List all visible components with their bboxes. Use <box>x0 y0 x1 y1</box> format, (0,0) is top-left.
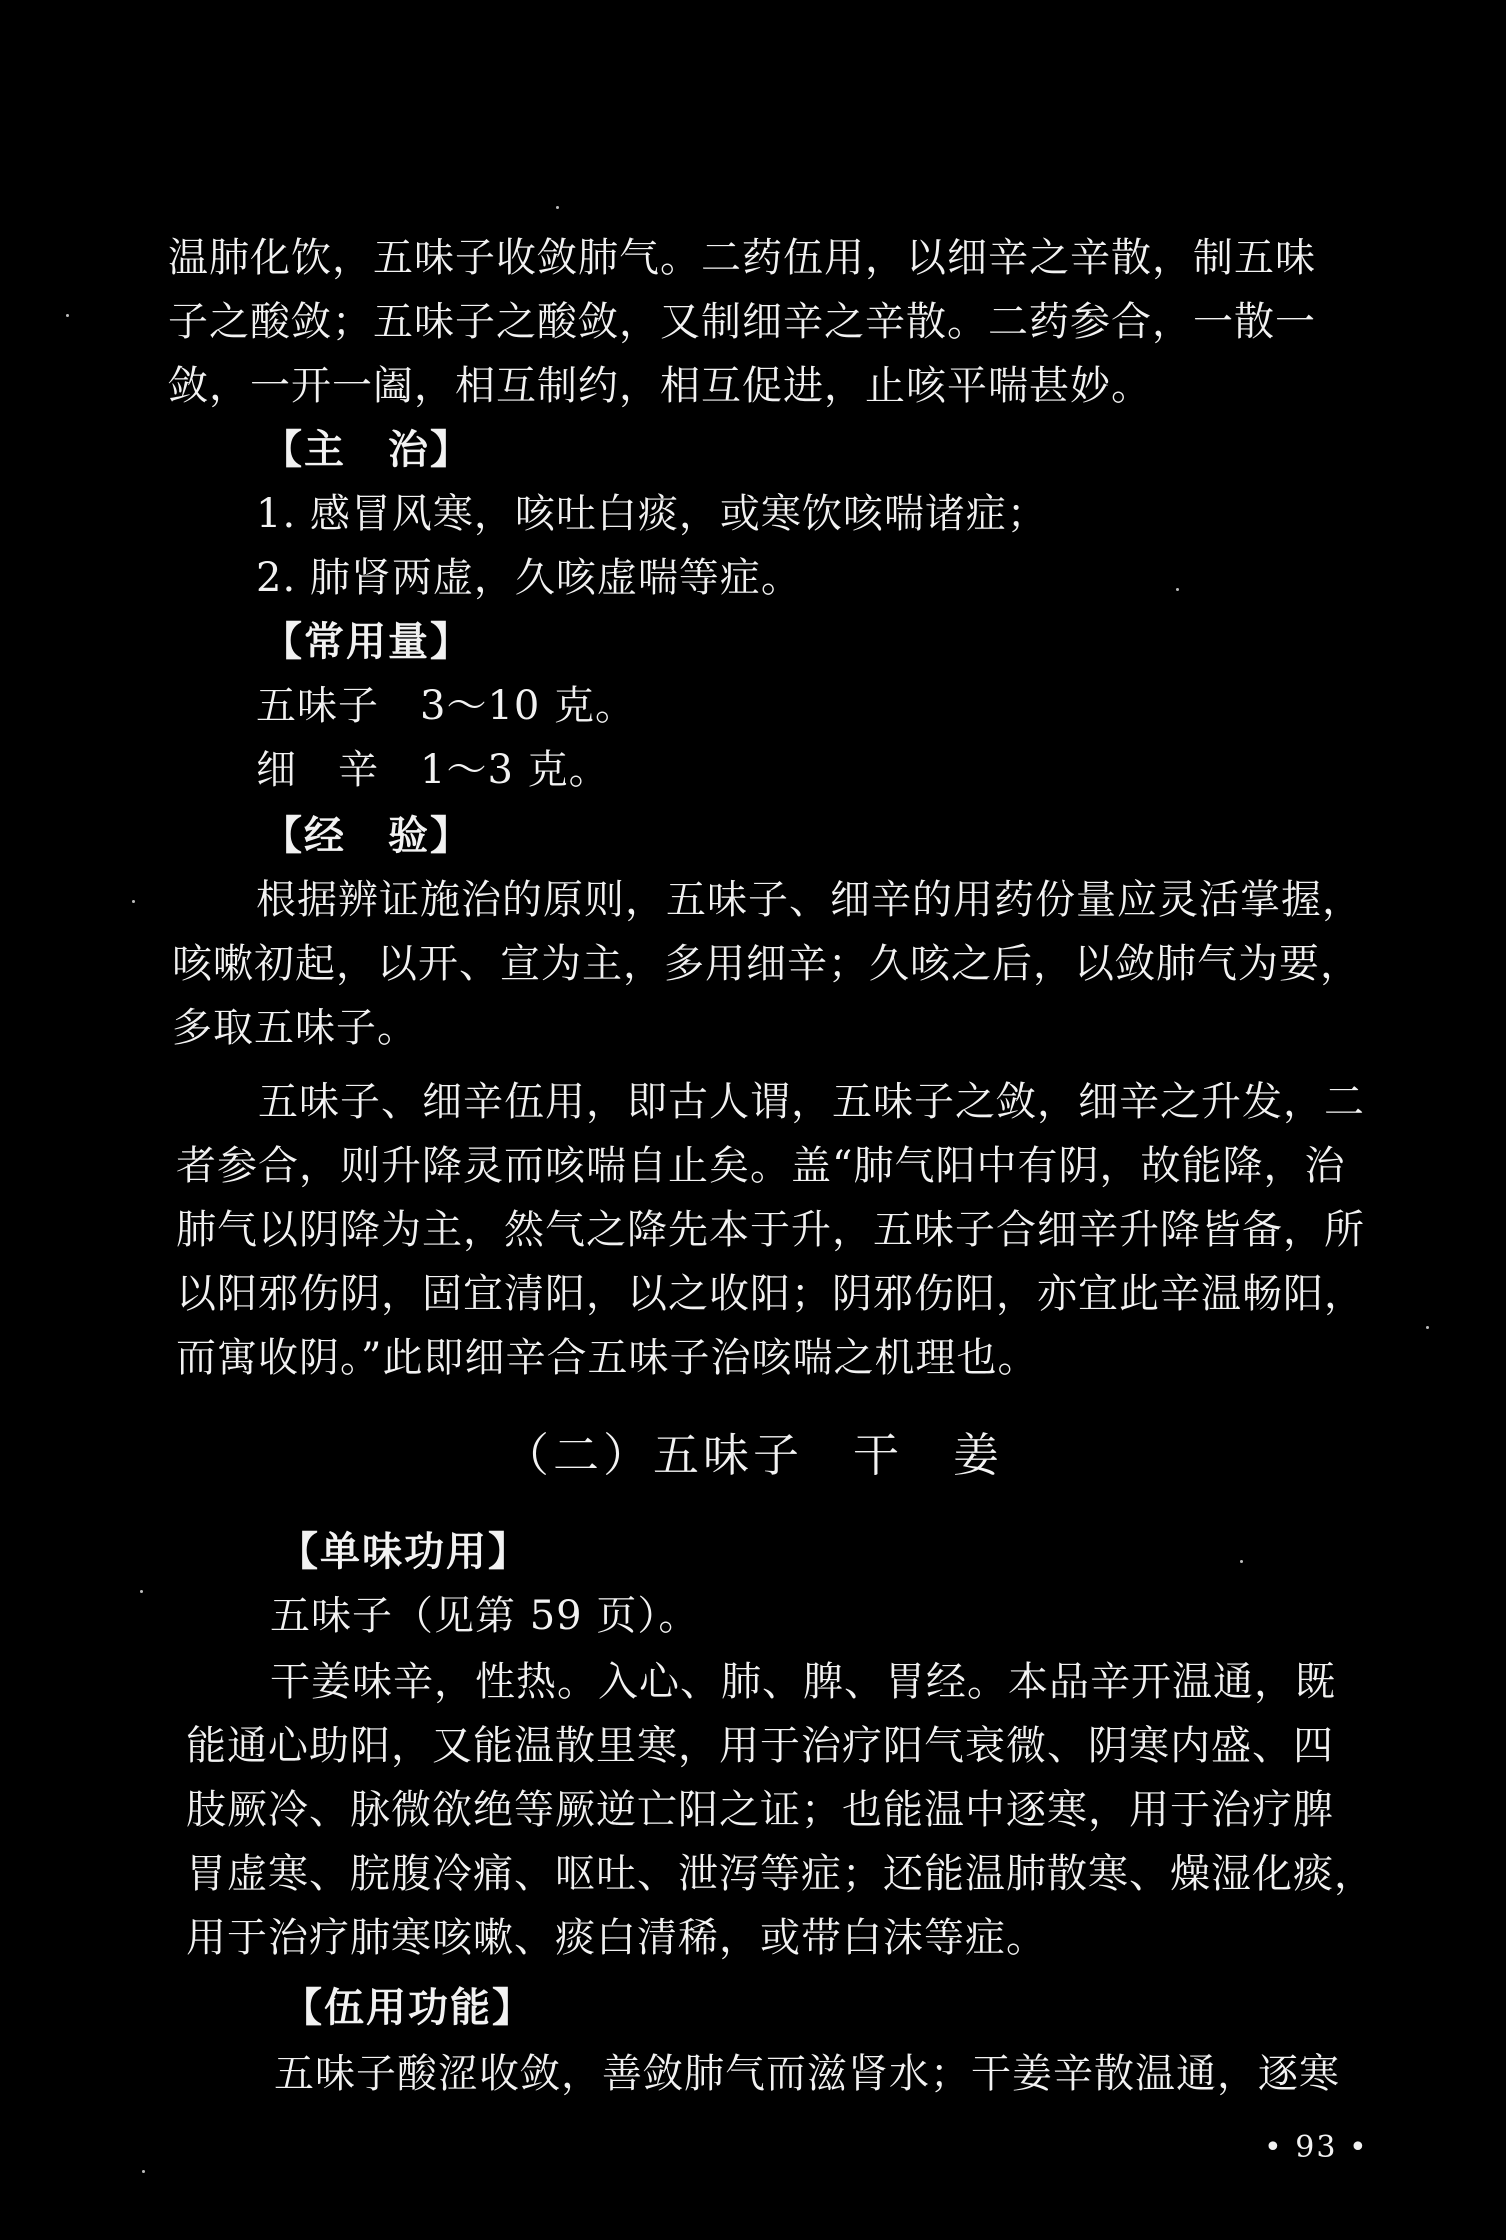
scan-speck <box>1426 1326 1429 1329</box>
scan-speck <box>1240 1560 1243 1563</box>
dosage-item2: 细 辛 1～3 克。 <box>256 747 610 793</box>
scan-speck <box>1176 588 1179 591</box>
scan-speck <box>132 900 135 903</box>
single-function-p-line4: 胃虚寒、脘腹冷痛、呕吐、泄泻等症；还能温肺散寒、燥湿化痰， <box>186 1851 1375 1897</box>
experience-p1-line2: 咳嗽初起，以开、宣为主，多用细辛；久咳之后，以敛肺气为要， <box>172 941 1361 987</box>
experience-heading: 【经 验】 <box>262 812 472 859</box>
section-title: （二）五味子 干 姜 <box>503 1428 1003 1482</box>
indications-item2: 2. 肺肾两虚，久咳虚喘等症。 <box>256 555 802 601</box>
single-function-p-line5: 用于治疗肺寒咳嗽、痰白清稀，或带白沫等症。 <box>186 1915 1047 1961</box>
scan-speck <box>142 2170 145 2173</box>
paragraph1-line1: 温肺化饮，五味子收敛肺气。二药伍用，以细辛之辛散，制五味 <box>168 235 1316 281</box>
single-function-heading: 【单味功用】 <box>278 1528 530 1575</box>
single-function-p-line2: 能通心助阳，又能温散里寒，用于治疗阳气衰微、阴寒内盛、四 <box>186 1723 1334 1769</box>
single-function-p-line1: 干姜味辛，性热。入心、肺、脾、胃经。本品辛开温通，既 <box>270 1659 1336 1705</box>
experience-p2-line1: 五味子、细辛伍用，即古人谓，五味子之敛，细辛之升发，二 <box>258 1079 1365 1125</box>
paragraph1-line3: 敛，一开一阖，相互制约，相互促进，止咳平喘甚妙。 <box>168 363 1152 409</box>
dosage-item1: 五味子 3～10 克。 <box>256 683 637 729</box>
experience-p2-line5: 而寓收阴。”此即细辛合五味子治咳喘之机理也。 <box>176 1335 1039 1381</box>
page-number: • 93 • <box>1264 2130 1369 2165</box>
experience-p2-line4: 以阳邪伤阴，固宜清阳，以之收阳；阴邪伤阳，亦宜此辛温畅阳， <box>176 1271 1365 1317</box>
experience-p1-line3: 多取五味子。 <box>172 1005 418 1051</box>
dosage-heading: 【常用量】 <box>262 618 472 665</box>
scan-speck <box>66 314 69 317</box>
single-function-p-line3: 肢厥冷、脉微欲绝等厥逆亡阳之证；也能温中逐寒，用于治疗脾 <box>186 1787 1334 1833</box>
indications-heading: 【主 治】 <box>262 426 472 473</box>
indications-item1: 1. 感冒风寒，咳吐白痰，或寒饮咳喘诸症； <box>256 491 1048 537</box>
single-function-line1: 五味子（见第 59 页）。 <box>270 1593 700 1639</box>
scan-speck <box>556 206 559 209</box>
scan-speck <box>140 1590 143 1593</box>
experience-p1-line1: 根据辨证施治的原则，五味子、细辛的用药份量应灵活掌握， <box>256 877 1363 923</box>
experience-p2-line2: 者参合，则升降灵而咳喘自止矣。盖“肺气阳中有阴，故能降，治 <box>176 1143 1346 1189</box>
combined-function-heading: 【伍用功能】 <box>282 1984 534 2031</box>
experience-p2-line3: 肺气以阴降为主，然气之降先本于升，五味子合细辛升降皆备，所 <box>176 1207 1365 1253</box>
paragraph1-line2: 子之酸敛；五味子之酸敛，又制细辛之辛散。二药参合，一散一 <box>168 299 1316 345</box>
combined-function-line1: 五味子酸涩收敛，善敛肺气而滋肾水；干姜辛散温通，逐寒 <box>274 2051 1340 2097</box>
